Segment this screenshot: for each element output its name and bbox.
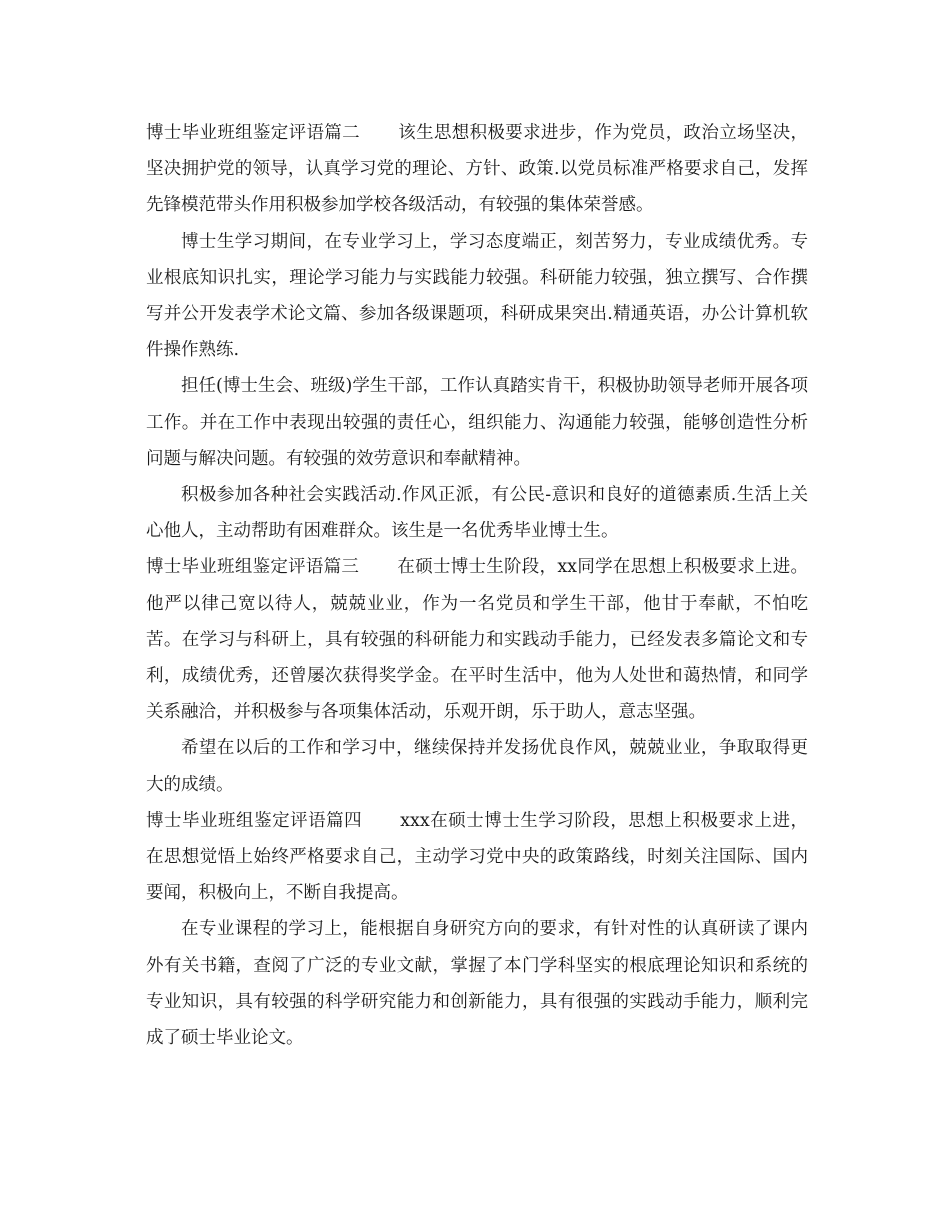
paragraph-text: 积极参加各种社会实践活动.作风正派，有公民-意识和良好的道德素质.生活上关心他人，主动帮助有困难群众。该生是一名优秀毕业博士生。 (146, 485, 808, 542)
document-body (146, 115, 808, 1056)
paragraph-text: 该生思想积极要求进步，作为党员，政治立场坚决，坚决拥护党的领导，认真学习党的理论、方针、政策.以党员标准严格要求自己，发挥先锋模范带头作用积极参加学校各级活动，有较强的集体荣誉感。 (146, 123, 809, 216)
section-heading: 博士毕业班组鉴定评语篇二 (146, 123, 360, 143)
paragraph-text: 希望在以后的工作和学习中，继续保持并发扬优良作风，兢兢业业，争取取得更大的成绩。 (146, 738, 808, 795)
paragraph-text: 在专业课程的学习上，能根据自身研究方向的要求，有针对性的认真研读了课内外有关书籍，查阅了广泛的专业文献，掌握了本门学科坚实的根底理论知识和系统的专业知识，具有较强的科学研究能力和创新能力，具有很强的实践动手能力，顺利完成了硕士毕业论文。 (146, 919, 808, 1049)
section-2-paragraph (146, 115, 808, 224)
paragraph-text: 博士生学习期间，在专业学习上，学习态度端正，刻苦努力，专业成绩优秀。专业根底知识扎实，理论学习能力与实践能力较强。科研能力较强，独立撰写、合作撰写并公开发表学术论文篇、参加各级课题项，科研成果突出.精通英语，办公计算机软件操作熟练. (146, 231, 808, 361)
body-paragraph (146, 477, 808, 549)
body-paragraph (146, 368, 808, 477)
section-3-paragraph (146, 549, 808, 730)
paragraph-text: 担任(博士生会、班级)学生干部，工作认真踏实肯干，积极协助领导老师开展各项工作。并在工作中表现出较强的责任心，组织能力、沟通能力较强，能够创造性分析问题与解决问题。有较强的效劳意识和奉献精神。 (146, 376, 808, 469)
paragraph-text: xxx在硕士博士生学习阶段，思想上积极要求上进，在思想觉悟上始终严格要求自己，主动学习党中央的政策路线，时刻关注国际、国内要闻，积极向上，不断自我提高。 (146, 810, 809, 904)
body-paragraph (146, 224, 808, 369)
section-4-paragraph (146, 803, 808, 912)
section-heading: 博士毕业班组鉴定评语篇三 (146, 557, 360, 578)
section-heading: 博士毕业班组鉴定评语篇四 (146, 810, 363, 831)
body-paragraph (146, 730, 808, 802)
paragraph-text: 在硕士博士生阶段，xx同学在思想上积极要求上进。他严以律己宽以待人，兢兢业业，作为一名党员和学生干部，他甘于奉献，不怕吃苦。在学习与科研上，具有较强的科研能力和实践动手能力，已经发表多篇论文和专利，成绩优秀，还曾屡次获得奖学金。在平时生活中，他为人处世和蔼热情，和同学关系融洽，并积极参与各项集体活动，乐观开朗，乐于助人，意志坚强。 (146, 557, 808, 723)
body-paragraph (146, 911, 808, 1056)
